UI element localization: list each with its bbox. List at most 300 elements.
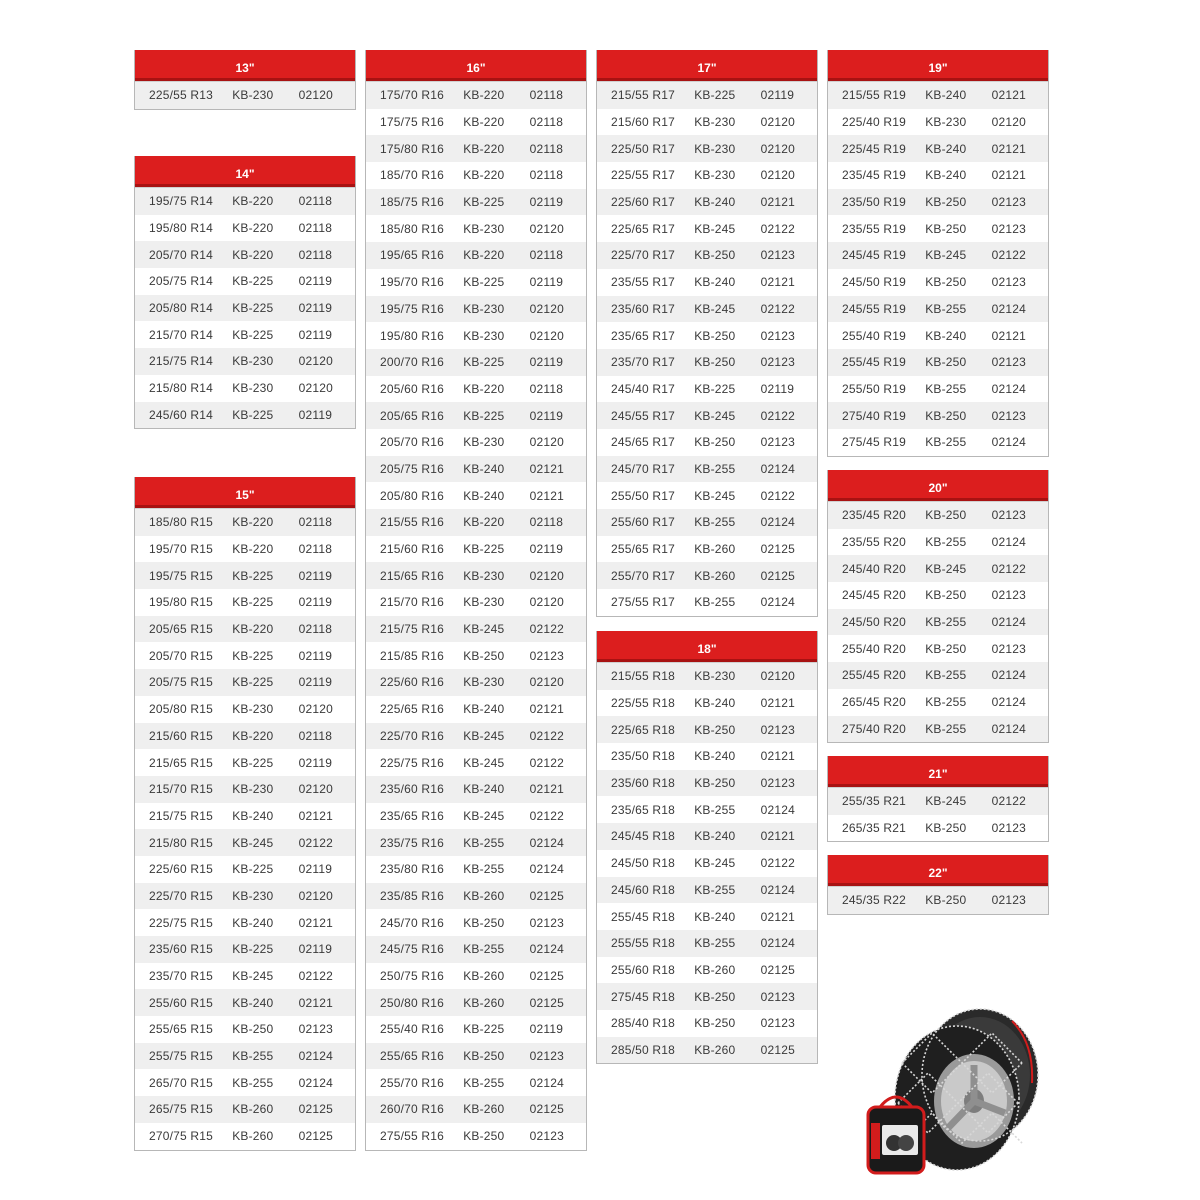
article-code-cell: 02118 xyxy=(298,221,333,236)
chain-model-cell: KB-245 xyxy=(463,622,505,637)
tire-size-cell: 255/45 R20 xyxy=(842,668,907,683)
tire-size-cell: 235/65 R16 xyxy=(380,808,445,823)
table-row xyxy=(366,215,586,242)
tire-size-cell: 255/65 R16 xyxy=(380,1049,445,1064)
table-row xyxy=(828,135,1048,162)
table-row xyxy=(366,296,586,323)
table-row xyxy=(828,376,1048,403)
tire-size-cell: 255/40 R16 xyxy=(380,1022,445,1037)
table-row xyxy=(135,241,355,268)
tire-size-cell: 275/55 R16 xyxy=(380,1129,445,1144)
article-code-cell: 02121 xyxy=(529,782,564,797)
table-header: 17" xyxy=(597,50,817,81)
tire-size-cell: 245/35 R22 xyxy=(842,893,907,908)
tire-size-cell: 235/55 R20 xyxy=(842,535,907,550)
table-row xyxy=(828,215,1048,242)
chain-model-cell: KB-225 xyxy=(694,88,736,103)
chain-model-cell: KB-250 xyxy=(694,328,736,343)
table-row xyxy=(597,162,817,189)
table-row xyxy=(135,562,355,589)
article-code-cell: 02122 xyxy=(298,969,333,984)
table-row xyxy=(828,109,1048,136)
chain-model-cell: KB-240 xyxy=(694,195,736,210)
chain-model-cell: KB-260 xyxy=(694,962,736,977)
chain-model-cell: KB-260 xyxy=(463,995,505,1010)
tire-size-cell: 225/60 R17 xyxy=(611,195,676,210)
table-row xyxy=(366,669,586,696)
tire-size-cell: 245/70 R17 xyxy=(611,461,676,476)
article-code-cell: 02123 xyxy=(760,435,795,450)
tire-size-cell: 255/60 R17 xyxy=(611,515,676,530)
tire-size-cell: 245/60 R14 xyxy=(149,407,214,422)
chain-model-cell: KB-255 xyxy=(694,936,736,951)
article-code-cell: 02124 xyxy=(298,1075,333,1090)
tire-size-cell: 255/55 R18 xyxy=(611,936,676,951)
tire-size-cell: 205/80 R16 xyxy=(380,488,445,503)
tire-size-cell: 255/50 R19 xyxy=(842,381,907,396)
article-code-cell: 02125 xyxy=(760,568,795,583)
table-row xyxy=(828,716,1048,743)
table-row xyxy=(828,349,1048,376)
tire-size-cell: 215/55 R16 xyxy=(380,515,445,530)
tire-size-cell: 235/55 R17 xyxy=(611,275,676,290)
tire-size-cell: 235/70 R17 xyxy=(611,355,676,370)
tire-size-cell: 245/50 R20 xyxy=(842,615,907,630)
article-code-cell: 02125 xyxy=(760,542,795,557)
table-row xyxy=(135,1016,355,1043)
article-code-cell: 02124 xyxy=(991,435,1026,450)
table-body xyxy=(597,662,817,1063)
tire-size-cell: 255/65 R17 xyxy=(611,542,676,557)
table-row xyxy=(135,642,355,669)
table-row xyxy=(828,429,1048,456)
article-code-cell: 02123 xyxy=(760,1016,795,1031)
table-row xyxy=(366,803,586,830)
chain-model-cell: KB-220 xyxy=(463,381,505,396)
chain-model-cell: KB-250 xyxy=(925,821,967,836)
table-header: 22" xyxy=(828,855,1048,886)
article-code-cell: 02124 xyxy=(298,1049,333,1064)
tire-size-cell: 265/35 R21 xyxy=(842,821,907,836)
article-code-cell: 02118 xyxy=(529,141,564,156)
chain-model-cell: KB-230 xyxy=(694,669,736,684)
article-code-cell: 02123 xyxy=(991,508,1026,523)
table-row xyxy=(366,349,586,376)
article-code-cell: 02119 xyxy=(760,381,795,396)
table-row xyxy=(135,321,355,348)
table-row xyxy=(597,877,817,904)
table-row xyxy=(135,295,355,322)
table-row xyxy=(597,903,817,930)
chain-model-cell: KB-250 xyxy=(694,776,736,791)
table-row xyxy=(828,269,1048,296)
tire-size-cell: 195/75 R14 xyxy=(149,194,214,209)
article-code-cell: 02119 xyxy=(298,327,333,342)
tire-size-cell: 215/80 R14 xyxy=(149,381,214,396)
table-row xyxy=(597,349,817,376)
tire-size-cell: 215/70 R14 xyxy=(149,327,214,342)
table-row xyxy=(828,815,1048,842)
article-code-cell: 02124 xyxy=(991,381,1026,396)
chain-model-cell: KB-225 xyxy=(463,542,505,557)
article-code-cell: 02121 xyxy=(529,702,564,717)
tire-size-cell: 255/50 R17 xyxy=(611,488,676,503)
chain-model-cell: KB-225 xyxy=(463,355,505,370)
tire-size-cell: 235/60 R18 xyxy=(611,776,676,791)
chain-model-cell: KB-225 xyxy=(463,1022,505,1037)
table-row xyxy=(135,856,355,883)
article-code-cell: 02118 xyxy=(529,115,564,130)
tire-size-cell: 235/70 R15 xyxy=(149,969,214,984)
chain-model-cell: KB-255 xyxy=(925,435,967,450)
chain-model-cell: KB-230 xyxy=(232,88,274,103)
table-row xyxy=(828,242,1048,269)
article-code-cell: 02118 xyxy=(298,542,333,557)
article-code-cell: 02119 xyxy=(529,355,564,370)
article-code-cell: 02119 xyxy=(298,274,333,289)
table-row xyxy=(366,642,586,669)
table-row xyxy=(597,562,817,589)
tire-size-cell: 255/60 R18 xyxy=(611,962,676,977)
table-row xyxy=(366,82,586,109)
article-code-cell: 02119 xyxy=(298,675,333,690)
article-code-cell: 02119 xyxy=(298,942,333,957)
article-code-cell: 02118 xyxy=(298,247,333,262)
chain-model-cell: KB-255 xyxy=(694,802,736,817)
tire-size-cell: 235/50 R19 xyxy=(842,195,907,210)
tire-size-cell: 215/65 R15 xyxy=(149,755,214,770)
article-code-cell: 02124 xyxy=(760,595,795,610)
article-code-cell: 02120 xyxy=(760,669,795,684)
table-row xyxy=(828,502,1048,529)
chain-model-cell: KB-260 xyxy=(232,1102,274,1117)
chain-model-cell: KB-250 xyxy=(925,588,967,603)
table-row xyxy=(135,963,355,990)
article-code-cell: 02120 xyxy=(529,435,564,450)
table-row xyxy=(597,242,817,269)
article-code-cell: 02120 xyxy=(298,702,333,717)
table-row xyxy=(366,856,586,883)
article-code-cell: 02125 xyxy=(529,1102,564,1117)
article-code-cell: 02119 xyxy=(298,755,333,770)
article-code-cell: 02122 xyxy=(991,561,1026,576)
chain-model-cell: KB-245 xyxy=(694,301,736,316)
table-header: 18" xyxy=(597,631,817,662)
chain-model-cell: KB-230 xyxy=(463,221,505,236)
tire-size-cell: 245/70 R16 xyxy=(380,915,445,930)
tire-size-cell: 225/55 R18 xyxy=(611,696,676,711)
article-code-cell: 02121 xyxy=(760,275,795,290)
article-code-cell: 02119 xyxy=(298,862,333,877)
table-row xyxy=(135,749,355,776)
table-row xyxy=(366,1123,586,1150)
table-row xyxy=(135,402,355,429)
chain-model-cell: KB-250 xyxy=(925,275,967,290)
article-code-cell: 02118 xyxy=(529,88,564,103)
tire-size-cell: 245/65 R17 xyxy=(611,435,676,450)
chain-model-cell: KB-250 xyxy=(925,195,967,210)
table-row xyxy=(366,1069,586,1096)
chain-model-cell: KB-245 xyxy=(463,755,505,770)
article-code-cell: 02119 xyxy=(529,408,564,423)
table-row xyxy=(597,716,817,743)
chain-model-cell: KB-255 xyxy=(694,515,736,530)
article-code-cell: 02120 xyxy=(760,168,795,183)
tire-size-cell: 205/65 R15 xyxy=(149,622,214,637)
chain-model-cell: KB-225 xyxy=(694,381,736,396)
table-row xyxy=(597,536,817,563)
article-code-cell: 02119 xyxy=(529,195,564,210)
chain-model-cell: KB-230 xyxy=(694,141,736,156)
table-row xyxy=(366,989,586,1016)
chain-model-cell: KB-250 xyxy=(463,1129,505,1144)
tire-size-cell: 255/40 R20 xyxy=(842,641,907,656)
article-code-cell: 02120 xyxy=(529,568,564,583)
article-code-cell: 02124 xyxy=(760,461,795,476)
article-code-cell: 02123 xyxy=(760,776,795,791)
chain-model-cell: KB-255 xyxy=(232,1075,274,1090)
tire-size-cell: 255/70 R17 xyxy=(611,568,676,583)
chain-model-cell: KB-225 xyxy=(232,407,274,422)
article-code-cell: 02122 xyxy=(760,301,795,316)
chain-model-cell: KB-250 xyxy=(694,1016,736,1031)
chain-model-cell: KB-240 xyxy=(925,141,967,156)
article-code-cell: 02124 xyxy=(991,721,1026,736)
tire-size-cell: 215/70 R15 xyxy=(149,782,214,797)
tire-size-cell: 225/75 R15 xyxy=(149,915,214,930)
tire-size-cell: 275/45 R18 xyxy=(611,989,676,1004)
chain-model-cell: KB-240 xyxy=(694,829,736,844)
tire-size-cell: 225/50 R17 xyxy=(611,141,676,156)
chain-model-cell: KB-220 xyxy=(463,141,505,156)
table-row xyxy=(135,1069,355,1096)
chain-model-cell: KB-220 xyxy=(463,248,505,263)
tire-size-cell: 245/60 R18 xyxy=(611,882,676,897)
tire-size-cell: 205/70 R14 xyxy=(149,247,214,262)
article-code-cell: 02120 xyxy=(298,888,333,903)
tire-size-cell: 285/40 R18 xyxy=(611,1016,676,1031)
tire-size-cell: 235/85 R16 xyxy=(380,888,445,903)
chain-model-cell: KB-250 xyxy=(925,355,967,370)
article-code-cell: 02124 xyxy=(991,535,1026,550)
chain-model-cell: KB-220 xyxy=(232,515,274,530)
table-row xyxy=(597,376,817,403)
chain-model-cell: KB-230 xyxy=(232,702,274,717)
table-row xyxy=(597,109,817,136)
article-code-cell: 02124 xyxy=(991,301,1026,316)
chain-model-cell: KB-255 xyxy=(694,461,736,476)
chain-model-cell: KB-250 xyxy=(463,915,505,930)
chain-model-cell: KB-250 xyxy=(925,221,967,236)
table-20 xyxy=(827,470,1049,743)
table-row xyxy=(135,989,355,1016)
table-row xyxy=(597,215,817,242)
chain-model-cell: KB-255 xyxy=(694,595,736,610)
tire-size-cell: 185/70 R16 xyxy=(380,168,445,183)
chain-model-cell: KB-255 xyxy=(925,695,967,710)
chain-model-cell: KB-230 xyxy=(463,675,505,690)
chain-model-cell: KB-240 xyxy=(925,328,967,343)
article-code-cell: 02122 xyxy=(529,808,564,823)
table-row xyxy=(597,509,817,536)
chain-model-cell: KB-220 xyxy=(232,221,274,236)
article-code-cell: 02124 xyxy=(529,942,564,957)
tire-size-cell: 275/55 R17 xyxy=(611,595,676,610)
tire-size-cell: 245/55 R19 xyxy=(842,301,907,316)
table-body xyxy=(135,81,355,109)
chain-model-cell: KB-260 xyxy=(463,888,505,903)
snow-chain-icon xyxy=(862,1003,1047,1183)
article-code-cell: 02120 xyxy=(529,221,564,236)
chain-model-cell: KB-225 xyxy=(232,942,274,957)
article-code-cell: 02121 xyxy=(991,88,1026,103)
table-row xyxy=(828,189,1048,216)
chain-model-cell: KB-225 xyxy=(232,675,274,690)
chain-model-cell: KB-250 xyxy=(925,641,967,656)
table-row xyxy=(135,696,355,723)
table-row xyxy=(366,909,586,936)
chain-model-cell: KB-240 xyxy=(694,696,736,711)
table-row xyxy=(135,215,355,242)
chain-model-cell: KB-220 xyxy=(232,728,274,743)
article-code-cell: 02124 xyxy=(760,882,795,897)
chain-model-cell: KB-260 xyxy=(694,542,736,557)
tire-size-cell: 235/60 R17 xyxy=(611,301,676,316)
table-row xyxy=(366,429,586,456)
article-code-cell: 02120 xyxy=(298,782,333,797)
article-code-cell: 02118 xyxy=(298,622,333,637)
table-row xyxy=(597,1010,817,1037)
tire-size-cell: 260/70 R16 xyxy=(380,1102,445,1117)
table-row xyxy=(366,723,586,750)
article-code-cell: 02123 xyxy=(991,408,1026,423)
tire-size-cell: 255/70 R16 xyxy=(380,1075,445,1090)
chain-model-cell: KB-230 xyxy=(463,595,505,610)
article-code-cell: 02121 xyxy=(529,461,564,476)
chain-model-cell: KB-230 xyxy=(232,888,274,903)
table-row xyxy=(597,589,817,616)
chain-model-cell: KB-225 xyxy=(232,568,274,583)
tire-size-cell: 255/65 R15 xyxy=(149,1022,214,1037)
table-13 xyxy=(134,50,356,110)
chain-model-cell: KB-240 xyxy=(925,168,967,183)
tire-size-cell: 275/40 R19 xyxy=(842,408,907,423)
tire-size-cell: 235/60 R15 xyxy=(149,942,214,957)
article-code-cell: 02125 xyxy=(760,962,795,977)
article-code-cell: 02124 xyxy=(529,835,564,850)
table-row xyxy=(366,242,586,269)
chain-model-cell: KB-230 xyxy=(463,568,505,583)
table-row xyxy=(366,749,586,776)
article-code-cell: 02123 xyxy=(991,821,1026,836)
article-code-cell: 02120 xyxy=(529,675,564,690)
chain-model-cell: KB-250 xyxy=(925,893,967,908)
tire-size-cell: 225/70 R17 xyxy=(611,248,676,263)
chain-model-cell: KB-250 xyxy=(694,355,736,370)
table-16 xyxy=(365,50,587,1151)
tire-size-cell: 185/75 R16 xyxy=(380,195,445,210)
tire-size-cell: 255/75 R15 xyxy=(149,1049,214,1064)
chain-model-cell: KB-240 xyxy=(232,995,274,1010)
article-code-cell: 02122 xyxy=(760,408,795,423)
table-row xyxy=(597,269,817,296)
article-code-cell: 02120 xyxy=(529,301,564,316)
article-code-cell: 02121 xyxy=(991,328,1026,343)
table-row xyxy=(828,555,1048,582)
article-code-cell: 02118 xyxy=(529,515,564,530)
tire-size-cell: 235/55 R19 xyxy=(842,221,907,236)
tire-size-cell: 195/65 R16 xyxy=(380,248,445,263)
tire-size-cell: 215/75 R16 xyxy=(380,622,445,637)
table-body xyxy=(828,501,1048,742)
chain-model-cell: KB-245 xyxy=(925,561,967,576)
tire-size-cell: 175/70 R16 xyxy=(380,88,445,103)
chain-model-cell: KB-225 xyxy=(232,327,274,342)
chain-model-cell: KB-230 xyxy=(463,435,505,450)
table-row xyxy=(366,1043,586,1070)
article-code-cell: 02122 xyxy=(991,248,1026,263)
chain-model-cell: KB-245 xyxy=(232,969,274,984)
table-row xyxy=(366,536,586,563)
table-row xyxy=(366,776,586,803)
tire-size-cell: 265/45 R20 xyxy=(842,695,907,710)
chain-model-cell: KB-255 xyxy=(925,381,967,396)
article-code-cell: 02125 xyxy=(298,1129,333,1144)
chain-model-cell: KB-240 xyxy=(925,88,967,103)
article-code-cell: 02123 xyxy=(760,355,795,370)
tire-size-cell: 205/80 R15 xyxy=(149,702,214,717)
table-body xyxy=(597,81,817,616)
table-row xyxy=(597,189,817,216)
table-row xyxy=(135,188,355,215)
tire-size-cell: 215/60 R17 xyxy=(611,115,676,130)
article-code-cell: 02122 xyxy=(298,835,333,850)
tire-size-cell: 245/40 R20 xyxy=(842,561,907,576)
tire-size-cell: 235/80 R16 xyxy=(380,862,445,877)
article-code-cell: 02119 xyxy=(298,648,333,663)
chain-model-cell: KB-230 xyxy=(463,328,505,343)
tire-size-cell: 235/65 R18 xyxy=(611,802,676,817)
article-code-cell: 02123 xyxy=(529,648,564,663)
table-row xyxy=(135,616,355,643)
tire-size-cell: 245/75 R16 xyxy=(380,942,445,957)
tire-size-cell: 245/50 R19 xyxy=(842,275,907,290)
chain-model-cell: KB-230 xyxy=(694,115,736,130)
tire-size-cell: 265/75 R15 xyxy=(149,1102,214,1117)
chain-model-cell: KB-255 xyxy=(232,1049,274,1064)
tire-size-cell: 205/75 R14 xyxy=(149,274,214,289)
article-code-cell: 02120 xyxy=(760,115,795,130)
tire-size-cell: 215/70 R16 xyxy=(380,595,445,610)
tire-size-cell: 215/65 R16 xyxy=(380,568,445,583)
tire-size-cell: 235/45 R19 xyxy=(842,168,907,183)
tire-size-cell: 200/70 R16 xyxy=(380,355,445,370)
article-code-cell: 02121 xyxy=(760,195,795,210)
chain-model-cell: KB-245 xyxy=(232,835,274,850)
chain-model-cell: KB-240 xyxy=(463,782,505,797)
article-code-cell: 02124 xyxy=(991,695,1026,710)
chain-model-cell: KB-240 xyxy=(463,488,505,503)
table-row xyxy=(135,669,355,696)
article-code-cell: 02123 xyxy=(760,248,795,263)
chain-model-cell: KB-220 xyxy=(232,542,274,557)
chain-model-cell: KB-225 xyxy=(232,595,274,610)
article-code-cell: 02120 xyxy=(991,115,1026,130)
article-code-cell: 02119 xyxy=(298,407,333,422)
table-row xyxy=(597,402,817,429)
tire-size-cell: 205/60 R16 xyxy=(380,381,445,396)
tire-size-cell: 235/45 R20 xyxy=(842,508,907,523)
